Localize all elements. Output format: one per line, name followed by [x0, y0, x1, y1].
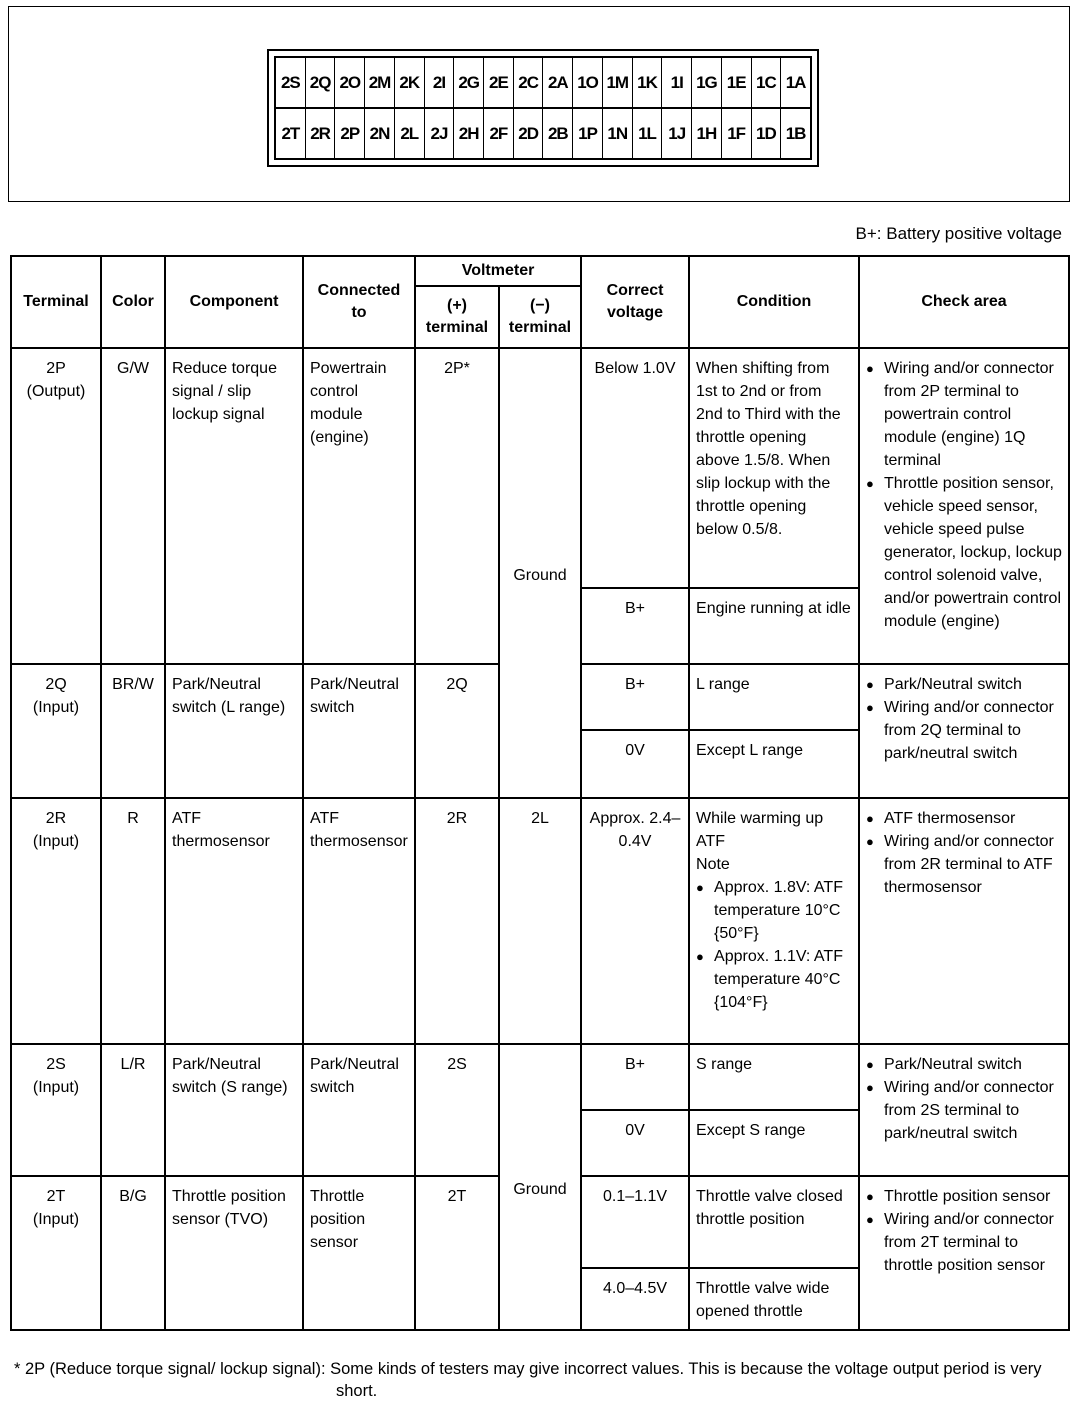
table-row — [11, 1044, 1069, 1110]
correct-voltage: Below 1.0V — [581, 348, 689, 588]
terminal-io: (Input) — [32, 1079, 80, 1096]
connector-pin: 2M — [364, 58, 394, 107]
connector-pin: 1L — [632, 109, 662, 158]
connector-pin: 2F — [483, 109, 513, 158]
connector-pin: 2E — [483, 58, 513, 107]
connector-pin: 2A — [542, 58, 572, 107]
connected-to: Powertrain control module (engine) — [303, 348, 415, 664]
connector-diagram-frame — [8, 6, 1070, 202]
connector-pin: 1H — [691, 109, 721, 158]
connector-pin: 2Q — [305, 58, 335, 107]
condition: Engine running at idle — [689, 588, 859, 664]
header-terminal: Terminal — [11, 256, 101, 348]
terminal-id: 2T — [46, 1188, 66, 1205]
connector-pin: 1P — [572, 109, 602, 158]
terminal-io: (Input) — [32, 699, 80, 716]
condition: Throttle valve wide opened throttle — [689, 1268, 859, 1330]
check-item: ● ATF thermosensor — [866, 807, 1062, 830]
connector-pin: 1K — [632, 58, 662, 107]
condition: Except S range — [689, 1110, 859, 1176]
component: Park/Neutral switch (L range) — [165, 664, 303, 798]
bplus-legend: B+: Battery positive voltage — [855, 224, 1062, 243]
component: Throttle position sensor (TVO) — [165, 1176, 303, 1330]
connector-pin: 2J — [424, 109, 454, 158]
connector-top-row — [276, 58, 810, 107]
connector-pin: 2C — [513, 58, 543, 107]
check-item: ● Throttle position sensor — [866, 1185, 1062, 1208]
connector-pin: 2R — [305, 109, 335, 158]
connector-pin: 1E — [721, 58, 751, 107]
connector-diagram — [267, 49, 819, 167]
connector-pin: 1G — [691, 58, 721, 107]
header-minus-terminal: (−) terminal — [499, 286, 581, 348]
correct-voltage: 0V — [581, 730, 689, 798]
header-connected-to: Connected to — [303, 256, 415, 348]
header-plus-terminal: (+) terminal — [415, 286, 499, 348]
correct-voltage: 0V — [581, 1110, 689, 1176]
condition: S range — [689, 1044, 859, 1110]
minus-terminal: Ground — [499, 348, 581, 798]
condition: While warming up ATF — [696, 810, 824, 850]
connector-pin: 2O — [334, 58, 364, 107]
terminal-io: (Input) — [32, 1211, 80, 1228]
correct-voltage: B+ — [581, 588, 689, 664]
correct-voltage: Approx. 2.4–0.4V — [581, 798, 689, 1044]
terminal-id: 2Q — [45, 676, 67, 693]
wire-color: L/R — [101, 1044, 165, 1176]
connector-pin: 1A — [780, 58, 810, 107]
condition: When shifting from 1st to 2nd or from 2nd to Third with the throttle opening above 1.5/8. When slip lockup with the throttle opening below 0.5/8. — [689, 348, 859, 588]
connector-pin: 2D — [513, 109, 543, 158]
connector-pin: 2N — [364, 109, 394, 158]
connector-pin: 2H — [453, 109, 483, 158]
correct-voltage: 4.0–4.5V — [581, 1268, 689, 1330]
connector-pin: 1I — [661, 58, 691, 107]
check-item: ● Throttle position sensor, vehicle speed sensor, vehicle speed pulse generator, lockup, lockup control solenoid valve, and/or powertrain control module (engine) — [866, 472, 1062, 633]
check-item: ● Park/Neutral switch — [866, 1053, 1062, 1076]
minus-terminal: Ground — [499, 1044, 581, 1330]
terminal-spec-table — [10, 255, 1070, 1331]
plus-terminal: 2Q — [415, 664, 499, 798]
component: ATF thermosensor — [165, 798, 303, 1044]
connector-pin: 2K — [394, 58, 424, 107]
condition: L range — [689, 664, 859, 730]
header-component: Component — [165, 256, 303, 348]
note-item: ● Approx. 1.8V: ATF temperature 10°C {50°F} — [696, 876, 852, 945]
check-item: ● Park/Neutral switch — [866, 673, 1062, 696]
check-item: ● Wiring and/or connector from 2S terminal to park/neutral switch — [866, 1076, 1062, 1145]
connected-to: ATF thermosensor — [303, 798, 415, 1044]
minus-terminal: 2L — [499, 798, 581, 1044]
check-item: ● Wiring and/or connector from 2T terminal to throttle position sensor — [866, 1208, 1062, 1277]
check-item: ● Wiring and/or connector from 2P terminal to powertrain control module (engine) 1Q terminal — [866, 357, 1062, 472]
plus-terminal: 2R — [415, 798, 499, 1044]
component: Reduce torque signal / slip lockup signal — [165, 348, 303, 664]
header-condition: Condition — [689, 256, 859, 348]
correct-voltage: B+ — [581, 664, 689, 730]
connector-pin: 2B — [542, 109, 572, 158]
footnote — [14, 1358, 1074, 1402]
connector-pin: 1D — [751, 109, 781, 158]
check-item: ● Wiring and/or connector from 2Q terminal to park/neutral switch — [866, 696, 1062, 765]
connector-pin: 1N — [602, 109, 632, 158]
connected-to: Park/Neutral switch — [303, 664, 415, 798]
correct-voltage: 0.1–1.1V — [581, 1176, 689, 1268]
wire-color: B/G — [101, 1176, 165, 1330]
terminal-id: 2R — [45, 810, 67, 827]
plus-terminal: 2T — [415, 1176, 499, 1330]
table-row — [11, 798, 1069, 1044]
header-color: Color — [101, 256, 165, 348]
connector-pin: 1M — [602, 58, 632, 107]
connector-pin: 2I — [424, 58, 454, 107]
connector-pin: 2G — [453, 58, 483, 107]
note-label: Note — [696, 856, 730, 873]
header-check-area: Check area — [859, 256, 1069, 348]
wire-color: BR/W — [101, 664, 165, 798]
terminal-id: 2P — [46, 360, 66, 377]
terminal-id: 2S — [46, 1056, 66, 1073]
connector-bottom-row — [276, 107, 810, 158]
wire-color: R — [101, 798, 165, 1044]
connector-pin: 2P — [334, 109, 364, 158]
connector-pin: 2T — [281, 123, 300, 143]
table-row — [11, 348, 1069, 588]
connector-pin: 1F — [721, 109, 751, 158]
connector-pin: 1B — [780, 109, 810, 158]
connector-pin: 1C — [751, 58, 781, 107]
check-item: ● Wiring and/or connector from 2R terminal to ATF thermosensor — [866, 830, 1062, 899]
footnote-line: short. — [336, 1382, 378, 1400]
header-voltmeter: Voltmeter — [415, 256, 581, 286]
terminal-io: (Input) — [32, 833, 80, 850]
component: Park/Neutral switch (S range) — [165, 1044, 303, 1176]
terminal-io: (Output) — [26, 383, 86, 400]
note-item: ● Approx. 1.1V: ATF temperature 40°C {104°F} — [696, 945, 852, 1014]
connector-pin: 2S — [280, 72, 300, 92]
connected-to: Park/Neutral switch — [303, 1044, 415, 1176]
footnote-line: * 2P (Reduce torque signal/ lockup signal): Some kinds of testers may give incorrect values. This is because the voltage output period is very — [14, 1360, 1042, 1378]
plus-terminal: 2S — [415, 1044, 499, 1176]
connector-pin: 1J — [661, 109, 691, 158]
connected-to: Throttle position sensor — [303, 1176, 415, 1330]
connector-pin: 1O — [572, 58, 602, 107]
wire-color: G/W — [101, 348, 165, 664]
header-correct-voltage: Correct voltage — [581, 256, 689, 348]
condition: Throttle valve closed throttle position — [689, 1176, 859, 1268]
connector-pin: 2L — [394, 109, 424, 158]
correct-voltage: B+ — [581, 1044, 689, 1110]
plus-terminal: 2P* — [415, 348, 499, 664]
condition: Except L range — [689, 730, 859, 798]
